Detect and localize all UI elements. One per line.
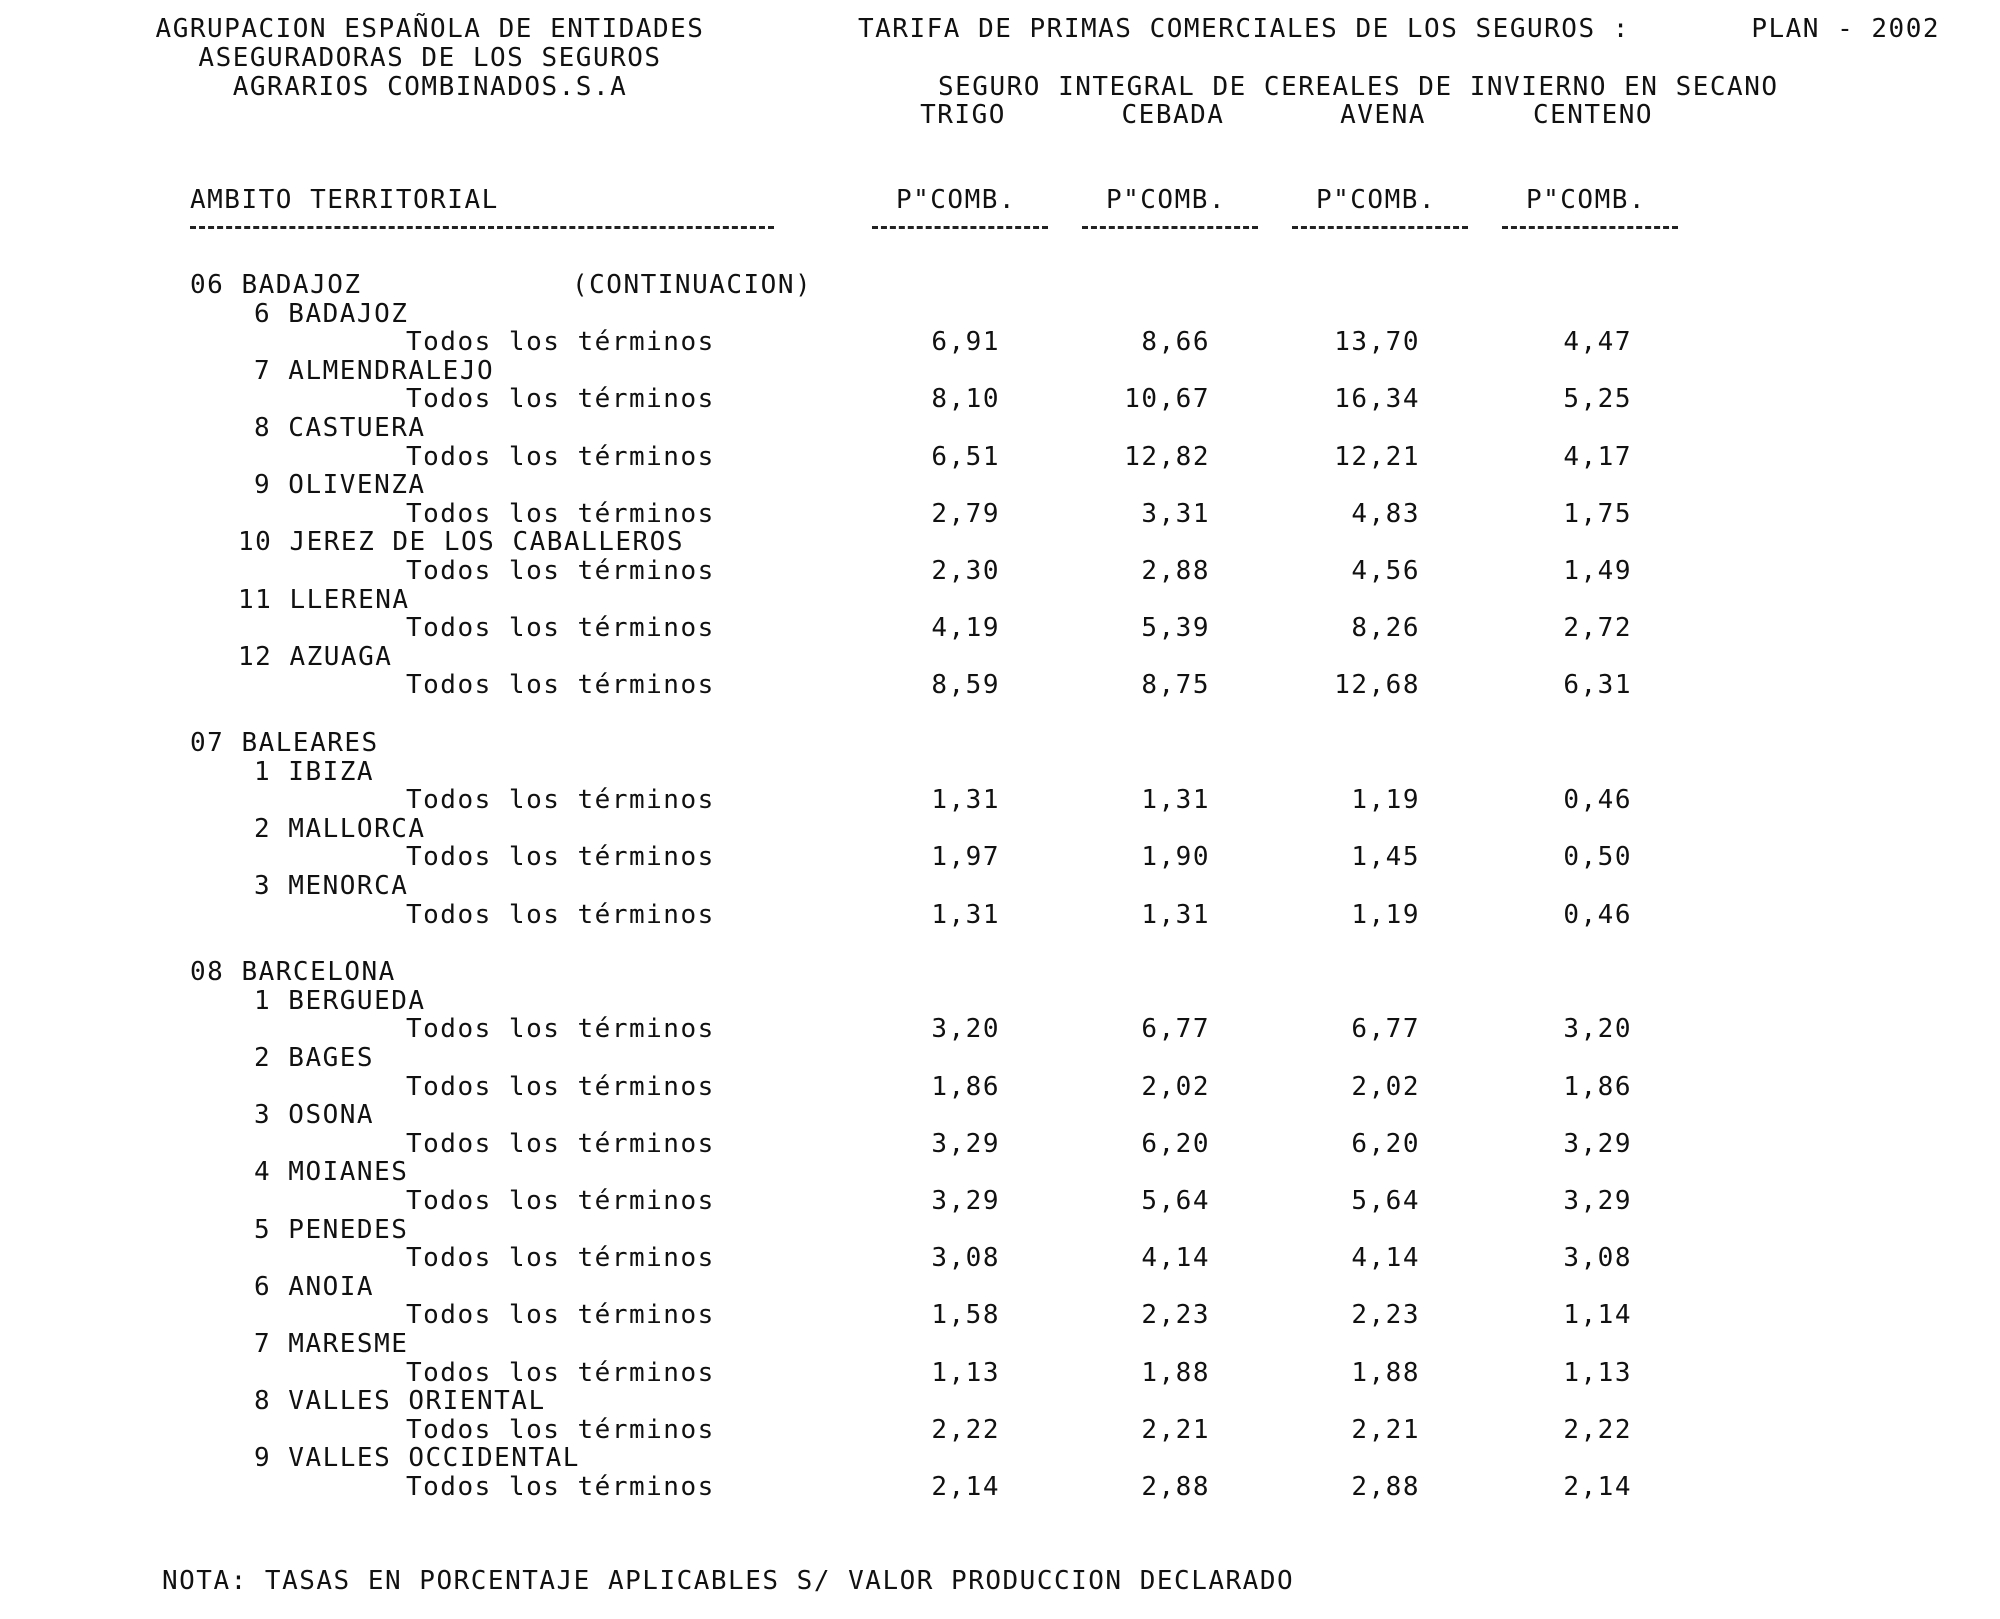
tariff-title: TARIFA DE PRIMAS COMERCIALES DE LOS SEGUROS :: [858, 14, 1630, 44]
table-row: [0, 1415, 2000, 1445]
comarca-label: 10 JEREZ DE LOS CABALLEROS: [238, 527, 684, 558]
value-trigo: 8,59: [931, 670, 1000, 701]
province-label: 06 BADAJOZ: [190, 270, 362, 300]
comarca-row: [0, 413, 2000, 443]
footer-note: NOTA: TASAS EN PORCENTAJE APLICABLES S/ VALOR PRODUCCION DECLARADO: [162, 1566, 1295, 1596]
table-row: [0, 384, 2000, 414]
value-avena: 1,45: [1351, 842, 1420, 873]
value-cebada: 5,64: [1141, 1186, 1210, 1216]
terms-label: Todos los términos: [406, 785, 715, 816]
terms-label: Todos los términos: [406, 498, 715, 529]
column-header-centeno: P"COMB.: [1525, 185, 1647, 215]
terms-label: Todos los términos: [406, 1186, 715, 1216]
value-trigo: 2,30: [931, 556, 1000, 586]
value-trigo: 6,91: [931, 327, 1000, 358]
comarca-row: [0, 356, 2000, 386]
comarca-row: [0, 871, 2000, 901]
value-trigo: 2,22: [931, 1414, 1000, 1445]
comarca-row: [0, 1157, 2000, 1187]
terms-label: Todos los términos: [406, 1071, 715, 1102]
value-trigo: 1,58: [931, 1300, 1000, 1331]
table-row: [0, 842, 2000, 872]
value-centeno: 0,46: [1563, 785, 1632, 816]
value-cebada: 1,31: [1141, 899, 1210, 930]
value-cebada: 8,66: [1141, 327, 1210, 358]
value-centeno: 0,50: [1563, 842, 1632, 873]
terms-label: Todos los términos: [406, 1414, 715, 1445]
terms-label: Todos los términos: [406, 1357, 715, 1388]
table-row: [0, 1243, 2000, 1273]
comarca-label: 7 MARESME: [254, 1329, 409, 1359]
value-avena: 12,68: [1334, 670, 1420, 701]
comarca-label: 4 MOIANES: [254, 1157, 409, 1188]
insurance-name: SEGURO INTEGRAL DE CEREALES DE INVIERNO EN SECANO: [938, 72, 1779, 102]
table-row: [0, 670, 2000, 700]
province-row: [0, 957, 2000, 987]
comarca-row: [0, 527, 2000, 557]
table-row: [0, 556, 2000, 586]
value-cebada: 2,88: [1141, 556, 1210, 586]
value-avena: 13,70: [1334, 327, 1420, 358]
table-row: [0, 442, 2000, 472]
terms-label: Todos los términos: [406, 670, 715, 701]
value-cebada: 1,90: [1141, 842, 1210, 873]
value-avena: 1,19: [1351, 899, 1420, 930]
value-trigo: 2,14: [931, 1472, 1000, 1502]
value-cebada: 3,31: [1141, 498, 1210, 529]
comarca-label: 5 PENEDES: [254, 1214, 409, 1245]
value-avena: 4,83: [1351, 498, 1420, 529]
terms-label: Todos los términos: [406, 899, 715, 930]
value-centeno: 6,31: [1563, 670, 1632, 701]
value-trigo: 1,86: [931, 1071, 1000, 1102]
org-name-line-1: AGRUPACION ESPAÑOLA DE ENTIDADES: [155, 14, 705, 44]
comarca-row: [0, 642, 2000, 672]
value-cebada: 2,21: [1141, 1414, 1210, 1445]
comarca-label: 8 CASTUERA: [254, 413, 426, 443]
plan-label: PLAN - 2002: [1751, 14, 1940, 44]
value-avena: 2,88: [1351, 1472, 1420, 1502]
province-row: [0, 728, 2000, 758]
terms-label: Todos los términos: [406, 556, 715, 586]
terms-label: Todos los términos: [406, 1014, 715, 1045]
value-cebada: 4,14: [1141, 1243, 1210, 1274]
comarca-label: 12 AZUAGA: [238, 641, 393, 672]
value-centeno: 5,25: [1563, 384, 1632, 415]
comarca-label: 9 OLIVENZA: [254, 470, 426, 501]
value-avena: 2,21: [1351, 1414, 1420, 1445]
table-row: [0, 1186, 2000, 1216]
value-cebada: 6,77: [1141, 1014, 1210, 1045]
value-centeno: 2,72: [1563, 613, 1632, 644]
table-row: [0, 499, 2000, 529]
comarca-row: [0, 986, 2000, 1016]
value-cebada: 8,75: [1141, 670, 1210, 701]
comarca-row: [0, 1043, 2000, 1073]
value-avena: 12,21: [1334, 441, 1420, 472]
table-row: [0, 1472, 2000, 1502]
value-avena: 1,19: [1351, 785, 1420, 816]
terms-label: Todos los términos: [406, 1128, 715, 1159]
province-row: [0, 270, 2000, 300]
comarca-row: [0, 299, 2000, 329]
crop-header-trigo: TRIGO: [920, 100, 1006, 130]
comarca-label: 2 BAGES: [254, 1043, 375, 1073]
comarca-label: 3 MENORCA: [254, 871, 409, 901]
value-trigo: 3,20: [931, 1014, 1000, 1045]
value-trigo: 1,31: [931, 899, 1000, 930]
value-cebada: 1,88: [1141, 1357, 1210, 1388]
terms-label: Todos los términos: [406, 384, 715, 415]
value-centeno: 2,22: [1563, 1414, 1632, 1445]
value-trigo: 3,29: [931, 1186, 1000, 1216]
table-row: [0, 785, 2000, 815]
crop-header-avena: AVENA: [1340, 100, 1426, 130]
table-row: [0, 1014, 2000, 1044]
column-header-trigo: P"COMB.: [895, 185, 1017, 215]
comarca-label: 3 OSONA: [254, 1100, 375, 1131]
comarca-label: 6 ANOIA: [254, 1271, 375, 1302]
value-centeno: 1,75: [1563, 498, 1632, 529]
terms-label: Todos los términos: [406, 1300, 715, 1331]
province-label: 08 BARCELONA: [190, 957, 396, 988]
value-trigo: 8,10: [931, 384, 1000, 415]
value-cebada: 12,82: [1124, 441, 1210, 472]
terms-label: Todos los términos: [406, 1243, 715, 1274]
value-cebada: 5,39: [1141, 613, 1210, 644]
comarca-label: 11 LLERENA: [238, 584, 410, 615]
column-header-avena: P"COMB.: [1315, 185, 1437, 215]
value-trigo: 6,51: [931, 441, 1000, 472]
terms-label: Todos los términos: [406, 327, 715, 358]
table-row: [0, 1300, 2000, 1330]
org-name-line-2: ASEGURADORAS DE LOS SEGUROS: [198, 43, 662, 73]
continuation-note: (CONTINUACION): [572, 270, 813, 300]
value-cebada: 2,23: [1141, 1300, 1210, 1331]
table-row: [0, 1072, 2000, 1102]
value-centeno: 4,17: [1563, 441, 1632, 472]
comarca-row: [0, 1272, 2000, 1302]
comarca-label: 6 BADAJOZ: [254, 298, 409, 329]
comarca-label: 8 VALLES ORIENTAL: [254, 1386, 546, 1417]
comarca-label: 7 ALMENDRALEJO: [254, 355, 495, 386]
table-row: [0, 1358, 2000, 1388]
value-cebada: 2,02: [1141, 1071, 1210, 1102]
value-centeno: 1,86: [1563, 1071, 1632, 1102]
value-centeno: 3,20: [1563, 1014, 1632, 1045]
value-trigo: 4,19: [931, 613, 1000, 644]
comarca-row: [0, 585, 2000, 615]
value-avena: 2,23: [1351, 1300, 1420, 1331]
table-row: [0, 1129, 2000, 1159]
value-avena: 2,02: [1351, 1071, 1420, 1102]
comarca-label: 1 BERGUEDA: [254, 985, 426, 1016]
value-centeno: 3,08: [1563, 1243, 1632, 1274]
table-row: [0, 327, 2000, 357]
value-cebada: 2,88: [1141, 1472, 1210, 1502]
comarca-row: [0, 1443, 2000, 1473]
value-centeno: 1,14: [1563, 1300, 1632, 1331]
value-avena: 1,88: [1351, 1357, 1420, 1388]
value-cebada: 6,20: [1141, 1128, 1210, 1159]
terms-label: Todos los términos: [406, 842, 715, 873]
comarca-row: [0, 814, 2000, 844]
value-avena: 5,64: [1351, 1186, 1420, 1216]
value-centeno: 1,13: [1563, 1357, 1632, 1388]
comarca-row: [0, 1329, 2000, 1359]
value-centeno: 2,14: [1563, 1472, 1632, 1502]
value-avena: 16,34: [1334, 384, 1420, 415]
comarca-row: [0, 1100, 2000, 1130]
comarca-label: 9 VALLES OCCIDENTAL: [254, 1443, 580, 1474]
value-trigo: 1,31: [931, 785, 1000, 816]
value-trigo: 2,79: [931, 498, 1000, 529]
table-row: [0, 613, 2000, 643]
crop-header-cebada: CEBADA: [1121, 100, 1225, 130]
scope-header: AMBITO TERRITORIAL: [190, 185, 499, 215]
column-header-cebada: P"COMB.: [1105, 185, 1227, 215]
value-centeno: 3,29: [1563, 1128, 1632, 1159]
value-centeno: 4,47: [1563, 327, 1632, 358]
comarca-row: [0, 757, 2000, 787]
value-centeno: 0,46: [1563, 899, 1632, 930]
comarca-label: 1 IBIZA: [254, 756, 375, 787]
value-trigo: 1,97: [931, 842, 1000, 873]
value-trigo: 3,08: [931, 1243, 1000, 1274]
value-avena: 4,14: [1351, 1243, 1420, 1274]
value-trigo: 1,13: [931, 1357, 1000, 1388]
table-row: [0, 900, 2000, 930]
value-centeno: 3,29: [1563, 1186, 1632, 1216]
value-avena: 6,77: [1351, 1014, 1420, 1045]
value-avena: 8,26: [1351, 613, 1420, 644]
value-cebada: 10,67: [1124, 384, 1210, 415]
terms-label: Todos los términos: [406, 441, 715, 472]
terms-label: Todos los términos: [406, 613, 715, 644]
comarca-label: 2 MALLORCA: [254, 813, 426, 844]
value-cebada: 1,31: [1141, 785, 1210, 816]
crop-header-centeno: CENTENO: [1532, 100, 1654, 130]
province-label: 07 BALEARES: [190, 728, 379, 758]
value-trigo: 3,29: [931, 1128, 1000, 1159]
value-avena: 4,56: [1351, 556, 1420, 586]
value-avena: 6,20: [1351, 1128, 1420, 1159]
terms-label: Todos los términos: [406, 1472, 715, 1502]
comarca-row: [0, 1215, 2000, 1245]
comarca-row: [0, 1386, 2000, 1416]
value-centeno: 1,49: [1563, 556, 1632, 586]
org-name-line-3: AGRARIOS COMBINADOS.S.A: [232, 72, 628, 102]
comarca-row: [0, 470, 2000, 500]
